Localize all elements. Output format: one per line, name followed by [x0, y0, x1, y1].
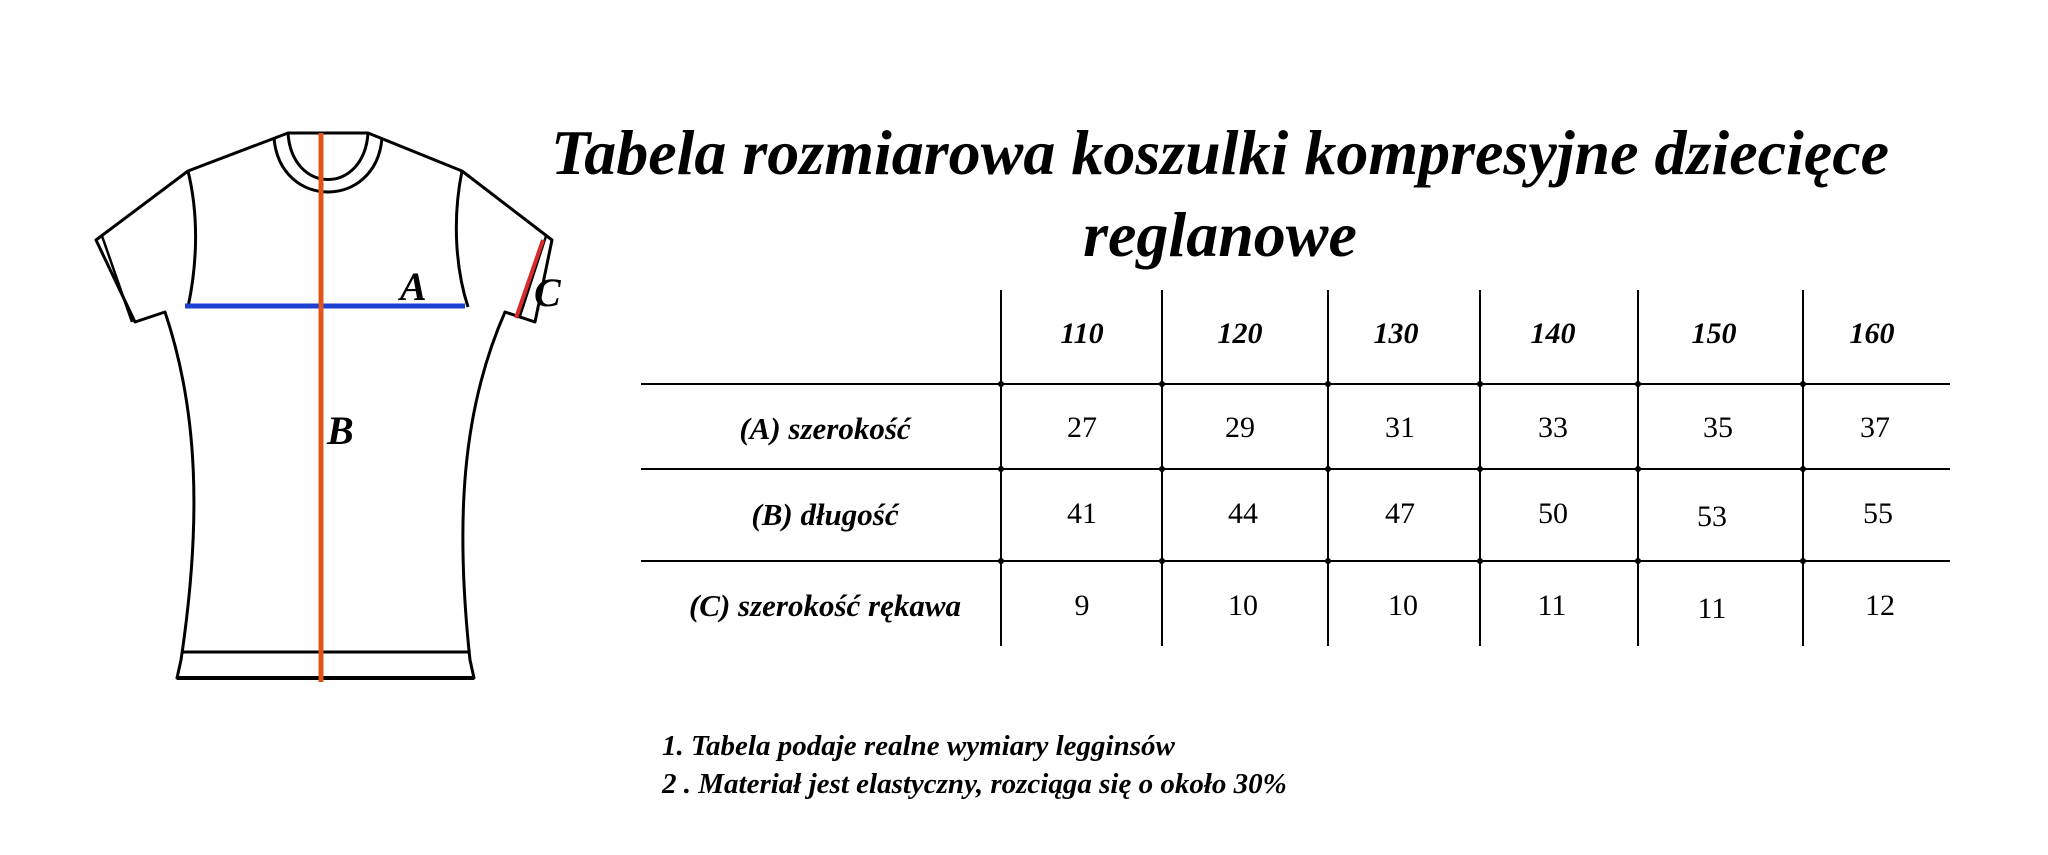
table-cell: 9: [1074, 589, 1090, 622]
page-title: [510, 112, 1930, 276]
table-cell: 11: [1697, 592, 1727, 625]
title-line-2: reglanowe: [1083, 199, 1357, 270]
table-cell: 41: [1067, 497, 1097, 530]
label-b: B: [327, 408, 354, 453]
row-label-length: (B) długość: [751, 497, 899, 532]
size-header: 120: [1217, 317, 1263, 350]
table-cell: 53: [1697, 500, 1727, 533]
row-label-width: (A) szerokość: [739, 411, 911, 446]
table-cell: 11: [1537, 589, 1567, 622]
notes: [662, 727, 1287, 803]
table-cell: 12: [1865, 589, 1895, 622]
table-cell: 10: [1228, 589, 1258, 622]
table-cell: 47: [1385, 497, 1415, 530]
shirt-collar: [288, 133, 368, 180]
size-header: 150: [1691, 317, 1737, 350]
table-cell: 27: [1067, 411, 1097, 444]
table-cell: 10: [1388, 589, 1418, 622]
shirt-outline: [96, 133, 552, 678]
row-label-sleeve: (C) szerokość rękawa: [688, 588, 962, 623]
table-cell: 35: [1703, 411, 1733, 444]
title-line-1: Tabela rozmiarowa koszulki kompresyjne dziecięce: [550, 117, 1890, 188]
table-cell: 44: [1228, 497, 1258, 530]
size-header: 110: [1060, 317, 1104, 350]
table-cell: 55: [1863, 497, 1893, 530]
table-cell: 50: [1538, 497, 1568, 530]
size-header: 140: [1530, 317, 1576, 350]
note-item: 2 . Materiał jest elastyczny, rozciąga się o około 30%: [662, 768, 1287, 800]
table-cell: 37: [1860, 411, 1890, 444]
table-cell: 29: [1225, 411, 1255, 444]
size-header: 130: [1373, 317, 1419, 350]
note-item: 1. Tabela podaje realne wymiary legginsów: [662, 730, 1175, 762]
tshirt-diagram: [80, 120, 600, 700]
label-a: A: [400, 264, 427, 309]
size-header: 160: [1849, 317, 1895, 350]
table-cell: 31: [1385, 411, 1415, 444]
label-c: C: [534, 270, 561, 315]
table-cell: 33: [1538, 411, 1568, 444]
